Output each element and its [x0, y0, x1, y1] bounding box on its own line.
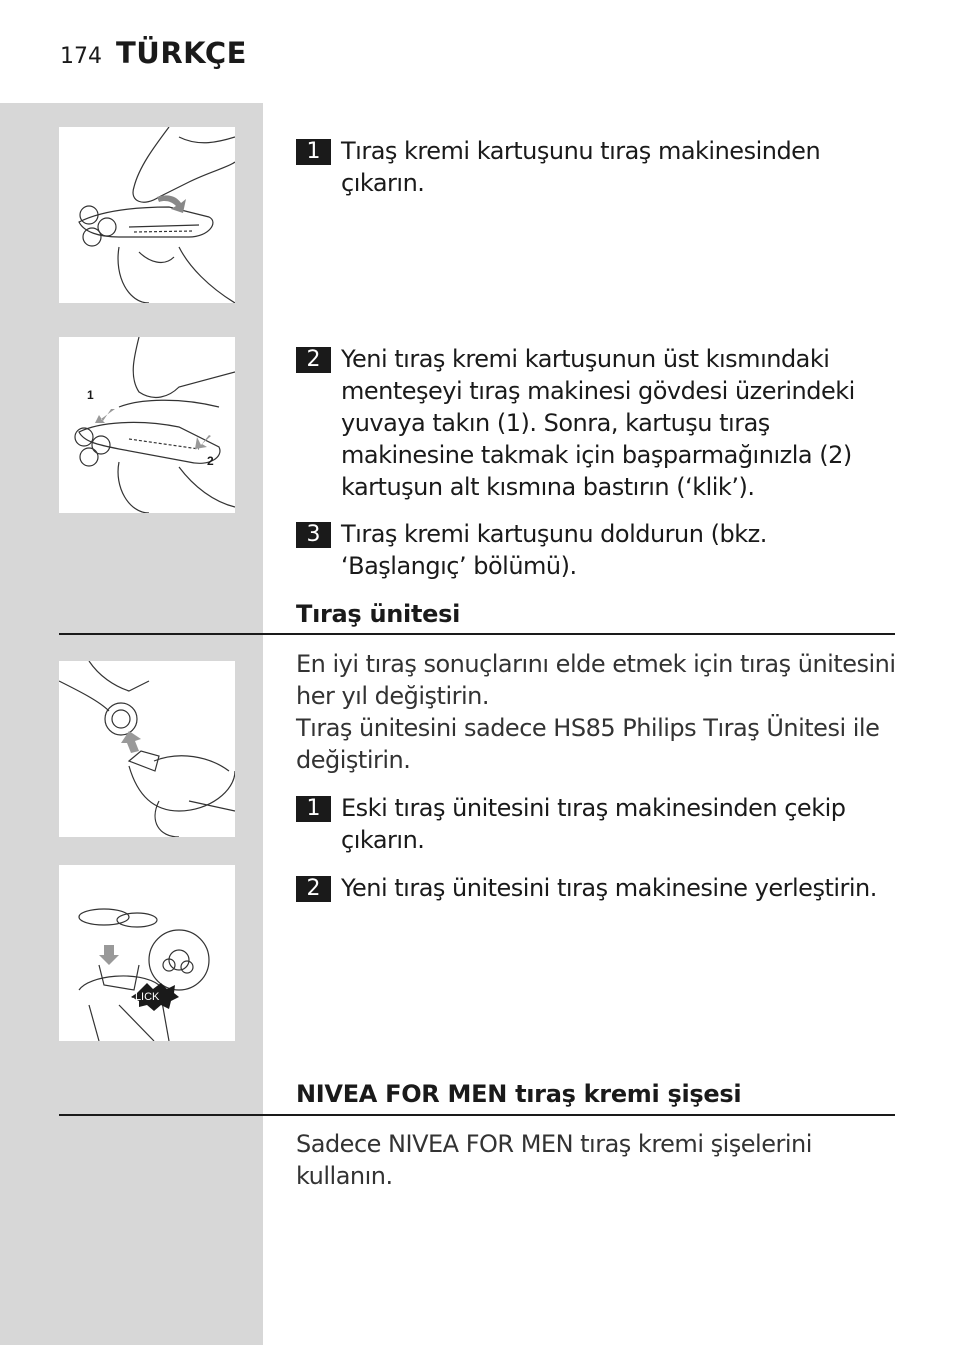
- click-label: CLICK: [127, 991, 160, 1003]
- section-divider: [59, 633, 895, 635]
- step-2-insert-shaving-unit: [296, 872, 898, 904]
- section-title-nivea: NIVEA FOR MEN tıraş kremi şişesi: [296, 1080, 742, 1108]
- figure-label-2: 2: [207, 454, 214, 468]
- illustration-remove-shaving-unit: [59, 661, 235, 837]
- insert-shaving-unit-illustration: [59, 865, 235, 1041]
- figure-label-1: 1: [87, 388, 94, 402]
- shaving-unit-intro-2: Tıraş ünitesini sadece HS85 Philips Tıraş Ünitesi ile değiştirin.: [296, 714, 880, 774]
- step-number: 2: [296, 347, 331, 373]
- step-number: 1: [296, 796, 331, 822]
- illustration-insert-cartridge: [59, 337, 235, 513]
- step-1-remove-cartridge: [296, 135, 898, 199]
- section-title-shaving-unit: Tıraş ünitesi: [296, 600, 461, 628]
- step-3-fill-cartridge: [296, 518, 898, 582]
- step-2-insert-cartridge: [296, 343, 898, 503]
- illustration-insert-shaving-unit: [59, 865, 235, 1041]
- step-text: Tıraş kremi kartuşunu tıraş makinesinden çıkarın.: [341, 137, 821, 197]
- language-title: TÜRKÇE: [116, 36, 247, 70]
- nivea-text: Sadece NIVEA FOR MEN tıraş kremi şişelerini kullanın.: [296, 1130, 812, 1190]
- page-number: 174: [60, 44, 102, 69]
- step-number: 1: [296, 139, 331, 165]
- step-text: Tıraş kremi kartuşunu doldurun (bkz. ‘Başlangıç’ bölümü).: [341, 520, 767, 580]
- step-text: Eski tıraş ünitesini tıraş makinesinden çekip çıkarın.: [341, 794, 846, 854]
- step-text: Yeni tıraş ünitesini tıraş makinesine yerleştirin.: [341, 874, 877, 902]
- page-header: [60, 36, 247, 70]
- shaving-unit-intro-1: En iyi tıraş sonuçlarını elde etmek için tıraş ünitesini her yıl değiştirin.: [296, 650, 896, 710]
- remove-shaving-unit-illustration: [59, 661, 235, 837]
- step-number: 3: [296, 522, 331, 548]
- insert-cartridge-illustration: [59, 337, 235, 513]
- step-1-remove-shaving-unit: [296, 792, 898, 856]
- step-number: 2: [296, 876, 331, 902]
- section-divider: [59, 1114, 895, 1116]
- step-text: Yeni tıraş kremi kartuşunun üst kısmındaki menteşeyi tıraş makinesi gövdesi üzerindeki yuvaya takın (1). Sonra, kartuşu tıraş makinesine takmak için başparmağınızla (2) kartuşun alt kısmına bastırın (‘klik’).: [341, 345, 855, 501]
- remove-cartridge-illustration: [59, 127, 235, 303]
- illustration-remove-cartridge: [59, 127, 235, 303]
